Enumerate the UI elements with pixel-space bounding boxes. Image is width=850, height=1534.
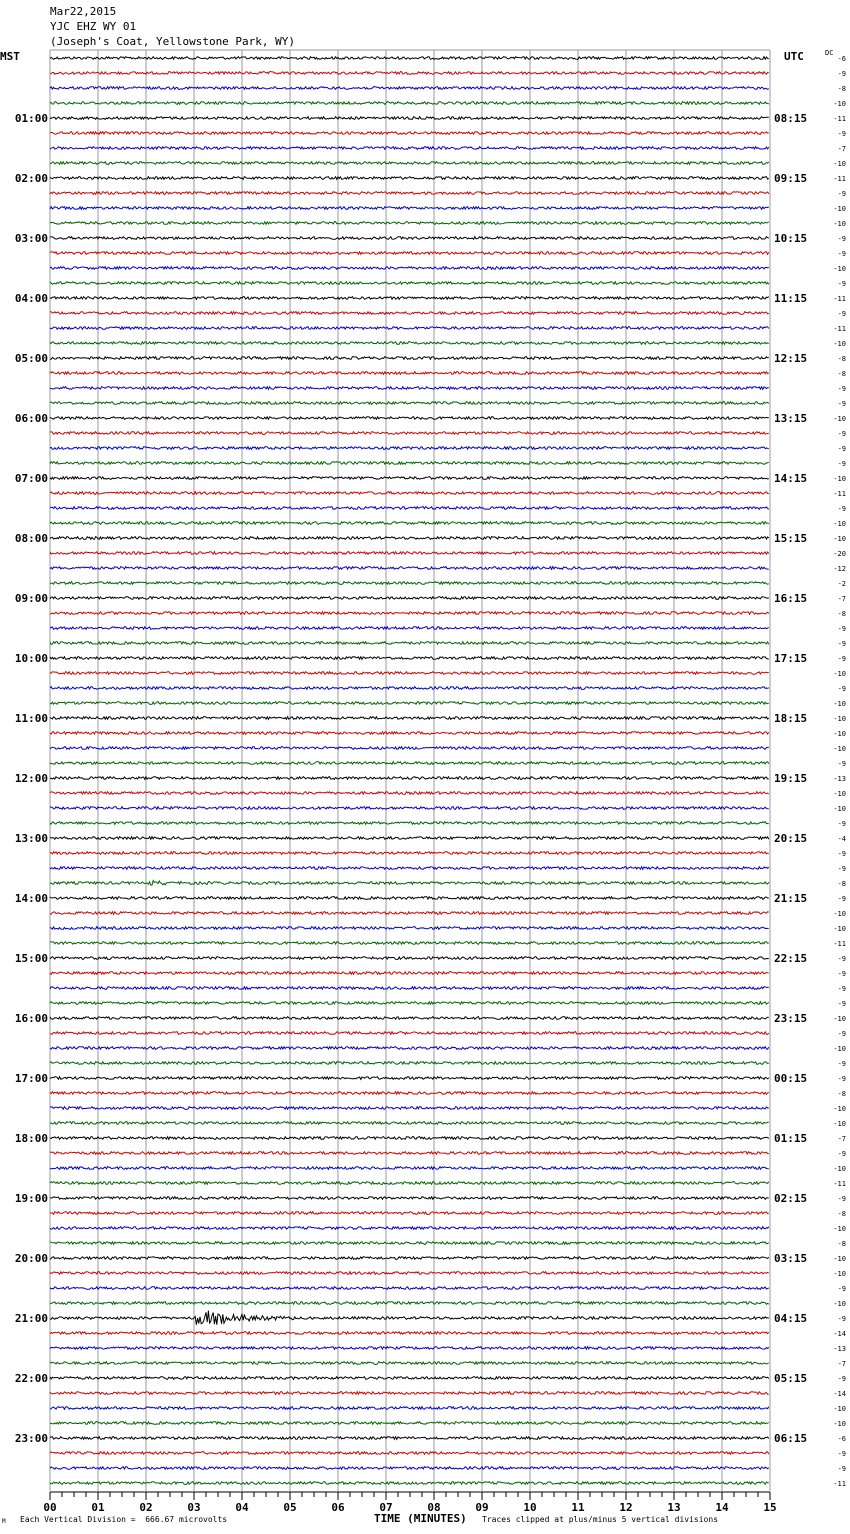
mst-hour-label: 12:00 (14, 772, 48, 785)
mst-hour-label: 21:00 (14, 1312, 48, 1325)
trace-row-95 (50, 1482, 769, 1485)
trace-row-27 (50, 462, 769, 465)
dc-offset-label: -9 (837, 685, 846, 693)
dc-offset-label: -9 (837, 970, 846, 978)
mst-hour-label: 22:00 (14, 1372, 48, 1385)
trace-row-1 (50, 72, 769, 75)
station-code: YJC EHZ WY 01 (50, 20, 137, 33)
trace-row-82 (50, 1287, 769, 1290)
trace-row-12 (50, 237, 769, 240)
dc-offset-label: -10 (833, 1105, 846, 1113)
dc-offset-label: -9 (837, 655, 846, 663)
utc-hour-label: 01:15 (774, 1132, 808, 1145)
trace-row-0 (50, 57, 769, 60)
mst-hour-label: 17:00 (14, 1072, 48, 1085)
trace-row-46 (50, 747, 769, 750)
mst-hour-label: 18:00 (14, 1132, 48, 1145)
trace-row-54 (50, 867, 769, 870)
trace-row-18 (50, 327, 769, 330)
trace-row-73 (50, 1152, 769, 1155)
trace-row-53 (50, 852, 769, 855)
station-location: (Joseph's Coat, Yellowstone Park, WY) (50, 35, 296, 48)
dc-offset-label: -13 (833, 775, 846, 783)
trace-row-64 (50, 1017, 769, 1020)
dc-offset-label: -9 (837, 70, 846, 78)
trace-row-14 (50, 267, 769, 270)
trace-row-48 (50, 777, 769, 780)
trace-row-35 (50, 582, 769, 585)
dc-offset-label: -9 (837, 850, 846, 858)
dc-offset-labels (833, 55, 846, 1488)
dc-offset-label: -9 (837, 1375, 846, 1383)
dc-offset-label: -10 (833, 1420, 846, 1428)
trace-row-47 (50, 762, 769, 765)
trace-row-41 (50, 672, 769, 675)
utc-hour-label: 03:15 (774, 1252, 808, 1265)
trace-row-80 (50, 1257, 769, 1260)
dc-offset-label: -9 (837, 640, 846, 648)
x-tick-label: 11 (571, 1501, 585, 1514)
mst-hour-label: 02:00 (14, 172, 48, 185)
dc-offset-label: -10 (833, 670, 846, 678)
trace-row-76 (50, 1197, 769, 1200)
trace-row-28 (50, 477, 769, 480)
dc-offset-label: -9 (837, 1000, 846, 1008)
utc-hour-label: 20:15 (774, 832, 808, 845)
trace-row-68 (50, 1077, 769, 1080)
utc-hour-label: 18:15 (774, 712, 808, 725)
dc-offset-label: -10 (833, 1255, 846, 1263)
utc-hour-label: 11:15 (774, 292, 808, 305)
dc-offset-label: -10 (833, 1300, 846, 1308)
trace-row-36 (50, 597, 769, 600)
dc-offset-label: -10 (833, 100, 846, 108)
utc-hour-label: 08:15 (774, 112, 808, 125)
trace-row-17 (50, 312, 769, 315)
mst-hour-label: 03:00 (14, 232, 48, 245)
trace-row-15 (50, 282, 769, 285)
mst-hour-label: 15:00 (14, 952, 48, 965)
trace-row-31 (50, 522, 769, 525)
trace-row-83 (50, 1302, 769, 1305)
x-tick-label: 14 (715, 1501, 729, 1514)
trace-row-74 (50, 1167, 769, 1170)
dc-offset-label: -10 (833, 910, 846, 918)
dc-offset-label: -10 (833, 1225, 846, 1233)
dc-offset-label: -8 (837, 880, 846, 888)
x-axis-label: TIME (MINUTES) (374, 1512, 467, 1525)
dc-offset-label: -8 (837, 610, 846, 618)
trace-row-22 (50, 387, 769, 390)
utc-hour-label: 16:15 (774, 592, 808, 605)
utc-hour-label: 04:15 (774, 1312, 808, 1325)
trace-row-88 (50, 1377, 769, 1380)
dc-offset-label: -12 (833, 565, 846, 573)
trace-row-93 (50, 1452, 769, 1455)
dc-offset-label: -7 (837, 595, 846, 603)
dc-offset-label: -9 (837, 955, 846, 963)
trace-row-25 (50, 432, 769, 435)
utc-hour-label: 14:15 (774, 472, 808, 485)
dc-offset-label: -10 (833, 805, 846, 813)
trace-row-90 (50, 1407, 769, 1410)
x-tick-label: 05 (283, 1501, 297, 1514)
trace-row-87 (50, 1362, 769, 1365)
mst-hour-label: 13:00 (14, 832, 48, 845)
trace-row-24 (50, 417, 769, 420)
trace-row-55 (50, 881, 769, 886)
trace-row-58 (50, 927, 769, 930)
trace-row-51 (50, 822, 769, 825)
dc-offset-label: -10 (833, 1405, 846, 1413)
trace-row-33 (50, 552, 769, 555)
x-tick-label: 01 (91, 1501, 105, 1514)
vertical-division-note: Each Vertical Division = 666.67 microvolts (20, 1515, 228, 1524)
trace-row-84 (50, 1311, 769, 1325)
dc-offset-label: -13 (833, 1345, 846, 1353)
dc-offset-label: -7 (837, 1360, 846, 1368)
recording-date: Mar22,2015 (50, 5, 117, 18)
dc-offset-label: -10 (833, 790, 846, 798)
trace-row-45 (50, 732, 769, 735)
dc-offset-label: -9 (837, 1060, 846, 1068)
dc-offset-label: -10 (833, 1120, 846, 1128)
dc-offset-label: -10 (833, 700, 846, 708)
mst-hour-label: 23:00 (14, 1432, 48, 1445)
trace-row-78 (50, 1227, 769, 1230)
trace-row-49 (50, 792, 769, 795)
mst-hour-label: 07:00 (14, 472, 48, 485)
dc-offset-label: -6 (837, 1435, 846, 1443)
trace-row-56 (50, 897, 769, 900)
utc-hour-label: 22:15 (774, 952, 808, 965)
trace-row-44 (50, 717, 769, 720)
trace-row-16 (50, 297, 769, 300)
mst-hour-label: 20:00 (14, 1252, 48, 1265)
utc-hour-label: 17:15 (774, 652, 808, 665)
utc-hour-label: 13:15 (774, 412, 808, 425)
x-tick-label: 15 (763, 1501, 777, 1514)
dc-offset-label: -6 (837, 55, 846, 63)
dc-offset-label: -10 (833, 925, 846, 933)
x-tick-label: 07 (379, 1501, 393, 1514)
time-axis (43, 1492, 776, 1514)
dc-offset-label: -10 (833, 265, 846, 273)
trace-row-23 (50, 402, 769, 405)
dc-offset-label: -9 (837, 430, 846, 438)
dc-offset-label: -9 (837, 1150, 846, 1158)
mst-hour-label: 08:00 (14, 532, 48, 545)
dc-offset-label: -11 (833, 325, 846, 333)
dc-offset-label: -4 (837, 835, 846, 843)
x-tick-label: 10 (523, 1501, 537, 1514)
dc-offset-label: -9 (837, 190, 846, 198)
utc-hour-label: 02:15 (774, 1192, 808, 1205)
dc-offset-label: -10 (833, 160, 846, 168)
utc-hour-label: 12:15 (774, 352, 808, 365)
trace-row-43 (50, 702, 769, 705)
dc-offset-label: -10 (833, 730, 846, 738)
trace-row-34 (50, 567, 769, 570)
mst-hour-label: 06:00 (14, 412, 48, 425)
trace-row-70 (50, 1107, 769, 1110)
trace-row-39 (50, 642, 769, 645)
x-tick-label: 04 (235, 1501, 249, 1514)
trace-row-38 (50, 627, 769, 630)
utc-hour-label: 23:15 (774, 1012, 808, 1025)
dc-offset-label: -10 (833, 205, 846, 213)
trace-row-59 (50, 942, 769, 945)
mst-hour-label: 19:00 (14, 1192, 48, 1205)
dc-offset-label: -10 (833, 1015, 846, 1023)
trace-row-65 (50, 1032, 769, 1035)
dc-offset-label: -8 (837, 85, 846, 93)
dc-offset-label: -10 (833, 520, 846, 528)
dc-offset-label: -9 (837, 460, 846, 468)
x-tick-label: 12 (619, 1501, 633, 1514)
dc-offset-label: -11 (833, 295, 846, 303)
x-tick-label: 00 (43, 1501, 57, 1514)
dc-offset-label: -8 (837, 355, 846, 363)
mst-hour-label: 16:00 (14, 1012, 48, 1025)
dc-offset-label: -14 (833, 1330, 846, 1338)
trace-row-8 (50, 177, 769, 180)
trace-row-71 (50, 1122, 769, 1125)
trace-row-75 (50, 1182, 769, 1185)
dc-offset-label: -10 (833, 220, 846, 228)
dc-offset-label: -9 (837, 985, 846, 993)
trace-row-29 (50, 492, 769, 495)
trace-row-91 (50, 1422, 769, 1425)
x-tick-label: 09 (475, 1501, 489, 1514)
mst-hour-label: 04:00 (14, 292, 48, 305)
dc-offset-label: -9 (837, 235, 846, 243)
dc-offset-label: -10 (833, 415, 846, 423)
dc-offset-label: -9 (837, 625, 846, 633)
dc-offset-label: -10 (833, 340, 846, 348)
dc-offset-label: -8 (837, 370, 846, 378)
trace-row-89 (50, 1392, 769, 1395)
mst-hour-label: 11:00 (14, 712, 48, 725)
dc-offset-label: -9 (837, 505, 846, 513)
utc-hour-label: 10:15 (774, 232, 808, 245)
trace-row-5 (50, 132, 769, 135)
corner-mark: M (2, 1518, 6, 1525)
dc-offset-label: -9 (837, 1195, 846, 1203)
x-tick-label: 06 (331, 1501, 345, 1514)
dc-offset-label: -9 (837, 820, 846, 828)
dc-offset-label: -11 (833, 1180, 846, 1188)
dc-offset-label: -9 (837, 1465, 846, 1473)
trace-row-57 (50, 912, 769, 915)
trace-row-79 (50, 1242, 769, 1245)
trace-row-62 (50, 987, 769, 990)
mst-hour-label: 09:00 (14, 592, 48, 605)
dc-offset-label: -7 (837, 1135, 846, 1143)
dc-offset-label: -9 (837, 385, 846, 393)
dc-offset-label: -8 (837, 1240, 846, 1248)
dc-offset-label: -11 (833, 490, 846, 498)
trace-row-9 (50, 192, 769, 195)
left-timezone-label: MST (0, 50, 20, 63)
dc-offset-label: -14 (833, 1390, 846, 1398)
trace-row-3 (50, 102, 769, 105)
utc-hour-labels (774, 112, 807, 1445)
trace-row-72 (50, 1137, 769, 1140)
dc-offset-label: -10 (833, 535, 846, 543)
dc-offset-label: -9 (837, 250, 846, 258)
dc-offset-label: -7 (837, 145, 846, 153)
dc-offset-label: -9 (837, 1030, 846, 1038)
trace-row-94 (50, 1467, 769, 1470)
dc-offset-label: -9 (837, 1075, 846, 1083)
trace-row-10 (50, 207, 769, 210)
right-timezone-label: UTC (784, 50, 804, 63)
dc-offset-label: -20 (833, 550, 846, 558)
trace-row-19 (50, 342, 769, 345)
dc-offset-label: -9 (837, 310, 846, 318)
trace-row-63 (50, 1002, 769, 1005)
dc-offset-label: -9 (837, 865, 846, 873)
dc-offset-label: -10 (833, 745, 846, 753)
mst-hour-label: 01:00 (14, 112, 48, 125)
clip-note: Traces clipped at plus/minus 5 vertical divisions (482, 1515, 719, 1524)
trace-row-86 (50, 1347, 769, 1350)
trace-row-7 (50, 162, 769, 165)
dc-offset-label: -11 (833, 115, 846, 123)
utc-hour-label: 05:15 (774, 1372, 808, 1385)
trace-row-30 (50, 507, 769, 510)
dc-offset-label: -10 (833, 1165, 846, 1173)
dc-offset-label: -8 (837, 1090, 846, 1098)
x-tick-label: 03 (187, 1501, 201, 1514)
trace-row-67 (50, 1062, 769, 1065)
trace-row-32 (50, 537, 769, 540)
trace-row-2 (50, 87, 769, 90)
dc-offset-label: -9 (837, 895, 846, 903)
trace-row-20 (50, 357, 769, 360)
trace-row-81 (50, 1272, 769, 1275)
trace-row-61 (50, 972, 769, 975)
trace-row-26 (50, 447, 769, 450)
trace-row-6 (50, 147, 769, 150)
trace-row-66 (50, 1047, 769, 1050)
seismic-traces (50, 57, 769, 1485)
mst-hour-label: 05:00 (14, 352, 48, 365)
utc-hour-label: 21:15 (774, 892, 808, 905)
dc-offset-label: -9 (837, 130, 846, 138)
trace-row-60 (50, 957, 769, 960)
utc-hour-label: 19:15 (774, 772, 808, 785)
dc-offset-label: -11 (833, 175, 846, 183)
x-tick-label: 08 (427, 1501, 441, 1514)
dc-offset-label: -8 (837, 1210, 846, 1218)
mst-hour-label: 14:00 (14, 892, 48, 905)
dc-offset-label: -9 (837, 445, 846, 453)
dc-offset-label: -11 (833, 940, 846, 948)
x-tick-label: 13 (667, 1501, 681, 1514)
utc-hour-label: 00:15 (774, 1072, 808, 1085)
dc-offset-label: -9 (837, 280, 846, 288)
dc-offset-label: -9 (837, 1315, 846, 1323)
trace-row-92 (50, 1437, 769, 1440)
trace-row-85 (50, 1332, 769, 1335)
trace-row-42 (50, 687, 769, 690)
dc-offset-label: -10 (833, 1270, 846, 1278)
dc-offset-label: -10 (833, 715, 846, 723)
trace-row-52 (50, 837, 769, 840)
trace-row-69 (50, 1092, 769, 1095)
utc-hour-label: 15:15 (774, 532, 808, 545)
dc-offset-label: -10 (833, 1045, 846, 1053)
dc-offset-label: -9 (837, 1450, 846, 1458)
dc-offset-label: -9 (837, 760, 846, 768)
trace-row-4 (50, 117, 769, 120)
mst-hour-labels (15, 112, 48, 1445)
mst-hour-label: 10:00 (14, 652, 48, 665)
x-tick-label: 02 (139, 1501, 153, 1514)
trace-row-77 (50, 1212, 769, 1215)
trace-row-40 (50, 657, 769, 660)
trace-row-37 (50, 612, 769, 615)
dc-offset-header: DC (825, 49, 834, 57)
trace-row-11 (50, 222, 769, 225)
dc-offset-label: -9 (837, 400, 846, 408)
dc-offset-label: -2 (837, 580, 846, 588)
dc-offset-label: -11 (833, 1480, 846, 1488)
dc-offset-label: -9 (837, 1285, 846, 1293)
utc-hour-label: 06:15 (774, 1432, 808, 1445)
dc-offset-label: -10 (833, 475, 846, 483)
utc-hour-label: 09:15 (774, 172, 808, 185)
trace-row-13 (50, 252, 769, 255)
trace-row-50 (50, 807, 769, 810)
trace-row-21 (50, 372, 769, 375)
